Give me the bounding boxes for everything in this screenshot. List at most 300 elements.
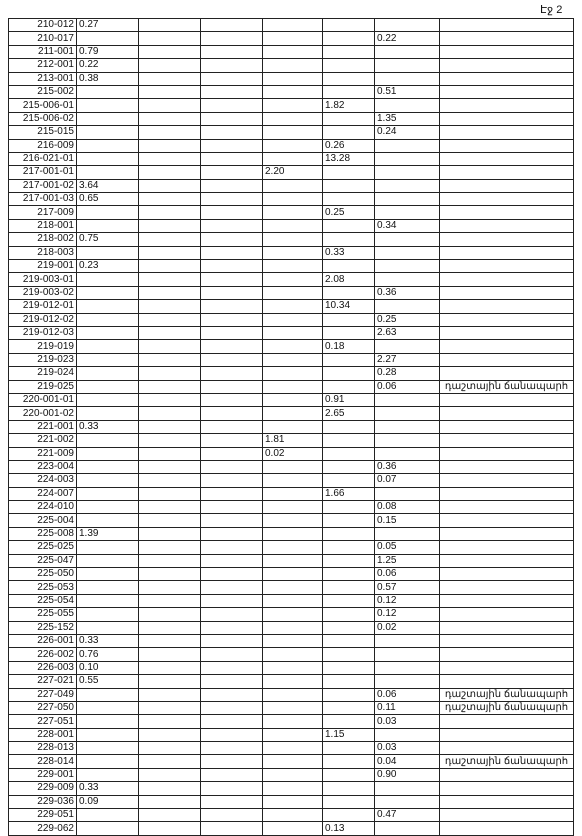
- area-cell: [263, 19, 323, 32]
- empty-cell: [139, 474, 201, 487]
- area-cell: [375, 260, 440, 273]
- note-cell: [440, 300, 574, 313]
- area-cell: [201, 367, 263, 380]
- table-row: [9, 85, 574, 98]
- area-cell: [323, 795, 375, 808]
- area-cell: 0.76: [77, 648, 139, 661]
- empty-cell: [139, 246, 201, 259]
- parcel-code-cell: 225-025: [9, 541, 77, 554]
- area-cell: [77, 367, 139, 380]
- area-cell: [323, 581, 375, 594]
- area-cell: 1.15: [323, 728, 375, 741]
- area-cell: [201, 313, 263, 326]
- area-cell: [263, 822, 323, 835]
- area-cell: [323, 661, 375, 674]
- area-cell: 0.05: [375, 541, 440, 554]
- area-cell: [263, 701, 323, 714]
- empty-cell: [139, 420, 201, 433]
- area-cell: [323, 501, 375, 514]
- area-cell: [263, 795, 323, 808]
- area-cell: [263, 152, 323, 165]
- area-cell: [201, 742, 263, 755]
- area-cell: [323, 514, 375, 527]
- area-cell: 0.28: [375, 367, 440, 380]
- table-row: [9, 728, 574, 741]
- empty-cell: [139, 501, 201, 514]
- area-cell: 0.26: [323, 139, 375, 152]
- table-row: [9, 594, 574, 607]
- area-cell: [323, 474, 375, 487]
- area-cell: [323, 313, 375, 326]
- area-cell: [77, 32, 139, 45]
- area-cell: [323, 594, 375, 607]
- empty-cell: [139, 300, 201, 313]
- note-cell: [440, 219, 574, 232]
- area-cell: [263, 688, 323, 701]
- area-cell: [263, 139, 323, 152]
- area-cell: [375, 99, 440, 112]
- area-cell: [375, 434, 440, 447]
- area-cell: 1.82: [323, 99, 375, 112]
- note-cell: [440, 313, 574, 326]
- area-cell: 0.38: [77, 72, 139, 85]
- area-cell: [263, 782, 323, 795]
- note-cell: [440, 152, 574, 165]
- area-cell: 0.13: [323, 822, 375, 835]
- parcel-code-cell: 218-003: [9, 246, 77, 259]
- area-cell: [201, 286, 263, 299]
- parcel-code-cell: 219-025: [9, 380, 77, 393]
- note-cell: [440, 45, 574, 58]
- empty-cell: [139, 286, 201, 299]
- empty-cell: [139, 728, 201, 741]
- area-cell: [201, 300, 263, 313]
- table-row: [9, 300, 574, 313]
- area-cell: 3.64: [77, 179, 139, 192]
- area-cell: [201, 701, 263, 714]
- empty-cell: [139, 447, 201, 460]
- area-cell: 1.81: [263, 434, 323, 447]
- area-cell: [323, 32, 375, 45]
- table-row: [9, 701, 574, 714]
- area-cell: 0.47: [375, 809, 440, 822]
- parcel-code-cell: 219-003-01: [9, 273, 77, 286]
- area-cell: [323, 768, 375, 781]
- area-cell: 0.07: [375, 474, 440, 487]
- parcel-code-cell: 229-062: [9, 822, 77, 835]
- table-row: [9, 527, 574, 540]
- table-row: [9, 568, 574, 581]
- note-cell: [440, 112, 574, 125]
- table-row: [9, 139, 574, 152]
- area-cell: [77, 206, 139, 219]
- area-cell: [263, 126, 323, 139]
- parcel-code-cell: 215-002: [9, 85, 77, 98]
- area-cell: 0.12: [375, 594, 440, 607]
- note-cell: [440, 715, 574, 728]
- area-cell: [375, 675, 440, 688]
- area-cell: [263, 594, 323, 607]
- note-cell: [440, 59, 574, 72]
- area-cell: [201, 460, 263, 473]
- empty-cell: [139, 59, 201, 72]
- area-cell: [263, 527, 323, 540]
- area-cell: [263, 99, 323, 112]
- empty-cell: [139, 19, 201, 32]
- area-cell: [201, 715, 263, 728]
- table-row: [9, 367, 574, 380]
- area-cell: 0.22: [375, 32, 440, 45]
- area-cell: [263, 219, 323, 232]
- area-cell: [323, 568, 375, 581]
- area-cell: [201, 447, 263, 460]
- area-cell: [77, 85, 139, 98]
- empty-cell: [139, 715, 201, 728]
- empty-cell: [139, 367, 201, 380]
- area-cell: [201, 541, 263, 554]
- area-cell: [201, 501, 263, 514]
- empty-cell: [139, 340, 201, 353]
- area-cell: [263, 246, 323, 259]
- area-cell: [375, 246, 440, 259]
- table-row: [9, 19, 574, 32]
- empty-cell: [139, 32, 201, 45]
- parcel-code-cell: 225-050: [9, 568, 77, 581]
- note-cell: [440, 99, 574, 112]
- empty-cell: [139, 568, 201, 581]
- table-row: [9, 661, 574, 674]
- area-cell: [201, 233, 263, 246]
- note-cell: [440, 501, 574, 514]
- empty-cell: [139, 313, 201, 326]
- parcel-code-cell: 212-001: [9, 59, 77, 72]
- table-row: [9, 152, 574, 165]
- area-cell: [201, 72, 263, 85]
- empty-cell: [139, 795, 201, 808]
- area-cell: [201, 59, 263, 72]
- parcel-code-cell: 221-002: [9, 434, 77, 447]
- area-cell: [201, 380, 263, 393]
- area-cell: [201, 782, 263, 795]
- area-cell: [263, 393, 323, 406]
- note-cell: [440, 179, 574, 192]
- area-cell: [77, 166, 139, 179]
- area-cell: [201, 99, 263, 112]
- area-cell: [201, 219, 263, 232]
- area-cell: [77, 219, 139, 232]
- area-cell: [201, 45, 263, 58]
- area-cell: 0.51: [375, 85, 440, 98]
- area-cell: [375, 233, 440, 246]
- area-cell: 0.06: [375, 688, 440, 701]
- area-cell: [201, 32, 263, 45]
- area-cell: [263, 514, 323, 527]
- area-cell: [77, 273, 139, 286]
- empty-cell: [139, 112, 201, 125]
- table-row: [9, 313, 574, 326]
- note-cell: [440, 193, 574, 206]
- area-cell: [323, 233, 375, 246]
- parcel-code-cell: 219-001: [9, 260, 77, 273]
- note-cell: [440, 85, 574, 98]
- parcel-code-cell: 217-001-01: [9, 166, 77, 179]
- table-row: [9, 393, 574, 406]
- area-cell: [323, 742, 375, 755]
- area-cell: [77, 742, 139, 755]
- empty-cell: [139, 701, 201, 714]
- area-cell: 0.34: [375, 219, 440, 232]
- empty-cell: [139, 45, 201, 58]
- area-cell: [263, 59, 323, 72]
- empty-cell: [139, 634, 201, 647]
- empty-cell: [139, 166, 201, 179]
- note-cell: [440, 460, 574, 473]
- area-cell: [77, 139, 139, 152]
- parcel-code-cell: 227-021: [9, 675, 77, 688]
- area-cell: 0.55: [77, 675, 139, 688]
- empty-cell: [139, 782, 201, 795]
- area-cell: [323, 527, 375, 540]
- note-cell: [440, 541, 574, 554]
- area-cell: [323, 809, 375, 822]
- area-cell: [201, 755, 263, 768]
- table-row: [9, 447, 574, 460]
- parcel-code-cell: 227-050: [9, 701, 77, 714]
- empty-cell: [139, 434, 201, 447]
- area-cell: [201, 581, 263, 594]
- empty-cell: [139, 126, 201, 139]
- area-cell: [375, 782, 440, 795]
- area-cell: [263, 45, 323, 58]
- area-cell: [323, 19, 375, 32]
- parcel-code-cell: 213-001: [9, 72, 77, 85]
- empty-cell: [139, 99, 201, 112]
- area-cell: [375, 139, 440, 152]
- area-cell: [263, 340, 323, 353]
- area-cell: [77, 594, 139, 607]
- area-cell: [323, 353, 375, 366]
- area-cell: [77, 487, 139, 500]
- area-cell: [263, 675, 323, 688]
- area-cell: [201, 19, 263, 32]
- area-cell: [201, 608, 263, 621]
- area-cell: 0.10: [77, 661, 139, 674]
- note-cell: [440, 139, 574, 152]
- area-cell: 0.12: [375, 608, 440, 621]
- area-cell: [375, 420, 440, 433]
- parcel-code-cell: 219-024: [9, 367, 77, 380]
- note-cell: [440, 474, 574, 487]
- area-cell: 0.33: [323, 246, 375, 259]
- area-cell: [77, 407, 139, 420]
- empty-cell: [139, 326, 201, 339]
- page-number: Էջ 2: [540, 4, 563, 16]
- empty-cell: [139, 688, 201, 701]
- note-cell: [440, 594, 574, 607]
- note-cell: [440, 742, 574, 755]
- empty-cell: [139, 139, 201, 152]
- table-row: [9, 648, 574, 661]
- table-row: [9, 286, 574, 299]
- area-cell: [375, 300, 440, 313]
- note-cell: [440, 608, 574, 621]
- note-cell: [440, 581, 574, 594]
- note-cell: [440, 126, 574, 139]
- area-cell: [77, 434, 139, 447]
- parcel-code-cell: 217-001-03: [9, 193, 77, 206]
- area-cell: [201, 273, 263, 286]
- area-cell: [77, 755, 139, 768]
- note-cell: [440, 648, 574, 661]
- parcel-code-cell: 221-009: [9, 447, 77, 460]
- area-cell: [77, 701, 139, 714]
- area-cell: [323, 380, 375, 393]
- area-cell: 0.15: [375, 514, 440, 527]
- table-row: [9, 501, 574, 514]
- area-cell: [263, 621, 323, 634]
- table-row: [9, 206, 574, 219]
- table-row: [9, 340, 574, 353]
- area-cell: [77, 447, 139, 460]
- parcel-code-cell: 219-012-01: [9, 300, 77, 313]
- area-cell: [263, 273, 323, 286]
- area-cell: [263, 260, 323, 273]
- area-cell: [201, 246, 263, 259]
- area-cell: [77, 340, 139, 353]
- empty-cell: [139, 85, 201, 98]
- area-cell: [263, 581, 323, 594]
- area-cell: [263, 742, 323, 755]
- area-cell: 2.63: [375, 326, 440, 339]
- area-cell: [263, 380, 323, 393]
- parcel-code-cell: 220-001-01: [9, 393, 77, 406]
- table-row: [9, 193, 574, 206]
- area-cell: [201, 661, 263, 674]
- table-row: [9, 782, 574, 795]
- area-cell: [201, 85, 263, 98]
- area-cell: [323, 755, 375, 768]
- table-row: [9, 126, 574, 139]
- area-cell: [323, 715, 375, 728]
- area-cell: [263, 608, 323, 621]
- table-row: [9, 72, 574, 85]
- table-row: [9, 541, 574, 554]
- area-cell: 0.25: [375, 313, 440, 326]
- note-cell: [440, 634, 574, 647]
- area-cell: [201, 407, 263, 420]
- area-cell: [77, 581, 139, 594]
- table-row: [9, 460, 574, 473]
- area-cell: [323, 541, 375, 554]
- table-row: [9, 434, 574, 447]
- empty-cell: [139, 621, 201, 634]
- area-cell: [323, 72, 375, 85]
- empty-cell: [139, 206, 201, 219]
- area-cell: [375, 393, 440, 406]
- table-row: [9, 675, 574, 688]
- empty-cell: [139, 193, 201, 206]
- empty-cell: [139, 514, 201, 527]
- area-cell: [263, 501, 323, 514]
- area-cell: [263, 648, 323, 661]
- empty-cell: [139, 260, 201, 273]
- parcel-code-cell: 219-012-02: [9, 313, 77, 326]
- note-cell: [440, 420, 574, 433]
- area-cell: [77, 541, 139, 554]
- area-cell: [263, 193, 323, 206]
- area-cell: [375, 648, 440, 661]
- area-cell: [77, 286, 139, 299]
- area-cell: [77, 822, 139, 835]
- area-cell: [263, 313, 323, 326]
- table-row: [9, 634, 574, 647]
- note-cell: [440, 795, 574, 808]
- table-row: [9, 380, 574, 393]
- parcel-code-cell: 225-055: [9, 608, 77, 621]
- note-cell: [440, 487, 574, 500]
- area-cell: [201, 768, 263, 781]
- area-cell: [323, 59, 375, 72]
- area-cell: [77, 246, 139, 259]
- area-cell: 0.09: [77, 795, 139, 808]
- table-row: [9, 112, 574, 125]
- empty-cell: [139, 755, 201, 768]
- table-row: [9, 45, 574, 58]
- area-cell: [263, 353, 323, 366]
- table-row: [9, 233, 574, 246]
- area-cell: [201, 326, 263, 339]
- area-cell: [263, 32, 323, 45]
- empty-cell: [139, 742, 201, 755]
- parcel-code-cell: 228-001: [9, 728, 77, 741]
- note-cell: [440, 809, 574, 822]
- area-cell: [77, 126, 139, 139]
- area-cell: [201, 139, 263, 152]
- area-cell: [77, 608, 139, 621]
- area-cell: [375, 152, 440, 165]
- table-row: [9, 822, 574, 835]
- area-cell: [375, 661, 440, 674]
- area-cell: 0.91: [323, 393, 375, 406]
- area-cell: 0.24: [375, 126, 440, 139]
- table-row: [9, 742, 574, 755]
- note-cell: [440, 340, 574, 353]
- table-row: [9, 407, 574, 420]
- empty-cell: [139, 661, 201, 674]
- parcel-code-cell: 224-007: [9, 487, 77, 500]
- parcel-code-cell: 216-009: [9, 139, 77, 152]
- table-row: [9, 474, 574, 487]
- area-cell: [77, 474, 139, 487]
- area-cell: [201, 527, 263, 540]
- area-cell: [263, 460, 323, 473]
- area-cell: [323, 126, 375, 139]
- note-cell: դաշտային ճանապարհ: [440, 755, 574, 768]
- empty-cell: [139, 527, 201, 540]
- note-cell: [440, 166, 574, 179]
- area-cell: [263, 112, 323, 125]
- area-cell: 0.90: [375, 768, 440, 781]
- note-cell: [440, 72, 574, 85]
- area-cell: [263, 554, 323, 567]
- area-cell: [263, 286, 323, 299]
- empty-cell: [139, 233, 201, 246]
- area-cell: [263, 661, 323, 674]
- area-cell: [201, 434, 263, 447]
- area-cell: [323, 447, 375, 460]
- area-cell: [77, 380, 139, 393]
- area-cell: 0.02: [375, 621, 440, 634]
